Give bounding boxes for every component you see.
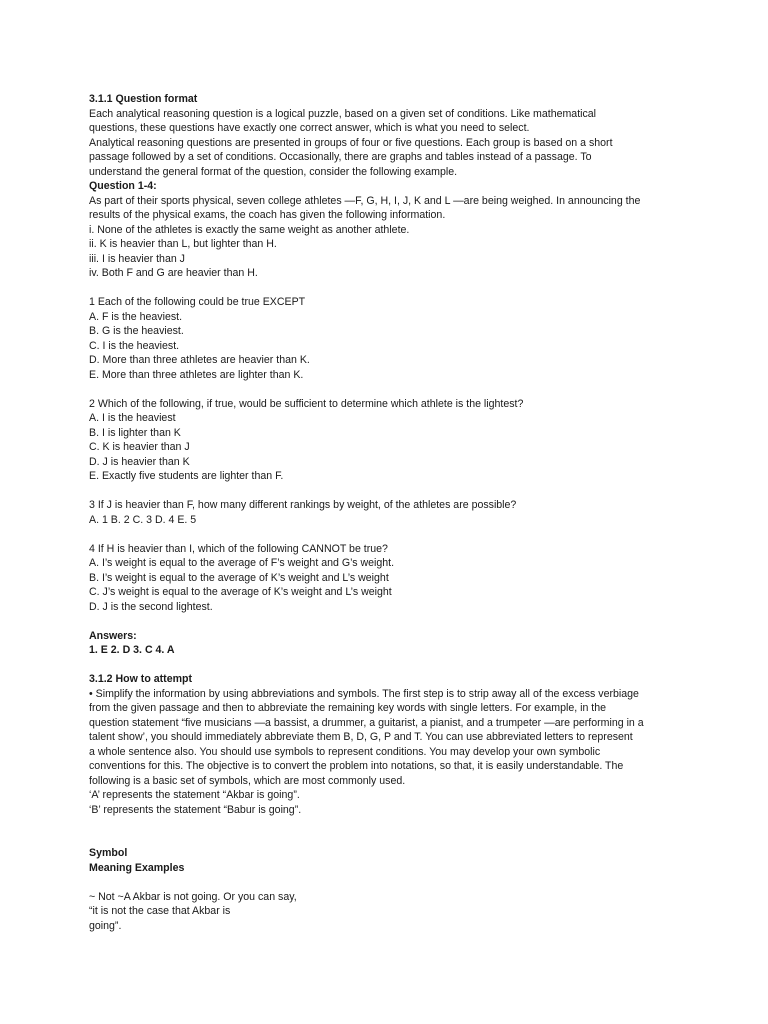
text-line: A. I is the heaviest	[89, 412, 176, 424]
text-line: D. J is heavier than K	[89, 455, 190, 468]
text-line: C. J’s weight is equal to the average of K’s weight and L’s weight	[89, 586, 392, 598]
text-line: Analytical reasoning questions are presented in groups of four or five questions. Each group is based on a short	[89, 136, 613, 149]
blank-line	[89, 614, 689, 629]
text-line: A. I’s weight is equal to the average of F’s weight and G’s weight.	[89, 557, 395, 569]
text-line: ‘A’ represents the statement “Akbar is going”.	[89, 789, 300, 801]
text-line: E. Exactly five students are lighter than F.	[89, 470, 284, 482]
text-line: ‘B’ represents the statement “Babur is going”.	[89, 803, 302, 816]
text-line: following is a basic set of symbols, which are most commonly used.	[89, 774, 406, 787]
text-line: C. I is the heaviest.	[89, 339, 180, 352]
text-line: iii. I is heavier than J	[89, 252, 185, 265]
heading-line: Symbol	[89, 847, 128, 859]
heading-line: 1. E 2. D 3. C 4. A	[89, 644, 175, 656]
text-line: conventions for this. The objective is to convert the problem into notations, so that, it is easily understandable. The	[89, 760, 624, 772]
heading-line: Answers:	[89, 629, 137, 642]
blank-line	[89, 281, 689, 296]
text-line: results of the physical exams, the coach has given the following information.	[89, 209, 446, 221]
text-line: Each analytical reasoning question is a logical puzzle, based on a given set of conditions. Like mathematical	[89, 107, 597, 120]
text-line: “it is not the case that Akbar is	[89, 905, 231, 917]
blank-line	[89, 382, 689, 397]
text-line: passage followed by a set of conditions. Occasionally, there are graphs and tables instead of a passage. To	[89, 151, 592, 163]
text-line: a whole sentence also. You should use symbols to represent conditions. You may develop your own symbolic	[89, 745, 601, 758]
text-line: 2 Which of the following, if true, would be sufficient to determine which athlete is the lightest?	[89, 397, 524, 410]
text-line: 1 Each of the following could be true EXCEPT	[89, 296, 306, 308]
blank-line	[89, 658, 689, 673]
document-body	[89, 92, 689, 933]
text-line: B. G is the heaviest.	[89, 325, 184, 337]
text-line: E. More than three athletes are lighter than K.	[89, 368, 304, 381]
blank-line	[89, 817, 689, 846]
text-line: B. I’s weight is equal to the average of K’s weight and L’s weight	[89, 571, 389, 584]
text-line: 4 If H is heavier than I, which of the following CANNOT be true?	[89, 542, 388, 555]
blank-line	[89, 875, 689, 890]
text-line: As part of their sports physical, seven college athletes —F, G, H, I, J, K and L —are being weighed. In announcing the	[89, 194, 641, 207]
blank-line	[89, 527, 689, 542]
text-line: 3 If J is heavier than F, how many different rankings by weight, of the athletes are possible?	[89, 499, 517, 511]
text-line: going”.	[89, 919, 122, 932]
blank-line	[89, 484, 689, 499]
text-line: ~ Not ~A Akbar is not going. Or you can say,	[89, 890, 297, 903]
text-line: A. F is the heaviest.	[89, 310, 183, 323]
text-line: B. I is lighter than K	[89, 426, 181, 439]
heading-line: 3.1.1 Question format	[89, 93, 198, 105]
heading-line: Meaning Examples	[89, 861, 185, 874]
text-line: question statement “five musicians —a bassist, a drummer, a guitarist, a pianist, and a trumpeter —are performing in a	[89, 716, 644, 729]
text-line: ii. K is heavier than L, but lighter than H.	[89, 238, 277, 250]
text-line: questions, these questions have exactly one correct answer, which is what you need to select.	[89, 122, 530, 134]
text-line: A. 1 B. 2 C. 3 D. 4 E. 5	[89, 513, 197, 526]
text-line: understand the general format of the question, consider the following example.	[89, 165, 458, 178]
text-line: talent show’, you should immediately abbreviate them B, D, G, P and T. You can use abbreviated letters to represent	[89, 731, 633, 743]
text-line: D. J is the second lightest.	[89, 600, 213, 613]
text-line: C. K is heavier than J	[89, 441, 190, 453]
heading-line: 3.1.2 How to attempt	[89, 673, 193, 685]
text-line: • Simplify the information by using abbreviations and symbols. The first step is to strip away all of the excess verbiage	[89, 687, 639, 700]
text-line: i. None of the athletes is exactly the same weight as another athlete.	[89, 223, 410, 236]
text-line: iv. Both F and G are heavier than H.	[89, 267, 258, 279]
heading-line: Question 1-4:	[89, 180, 157, 192]
text-line: from the given passage and then to abbreviate the remaining key words with single letters. For example, in the	[89, 702, 607, 714]
text-line: D. More than three athletes are heavier than K.	[89, 354, 310, 366]
